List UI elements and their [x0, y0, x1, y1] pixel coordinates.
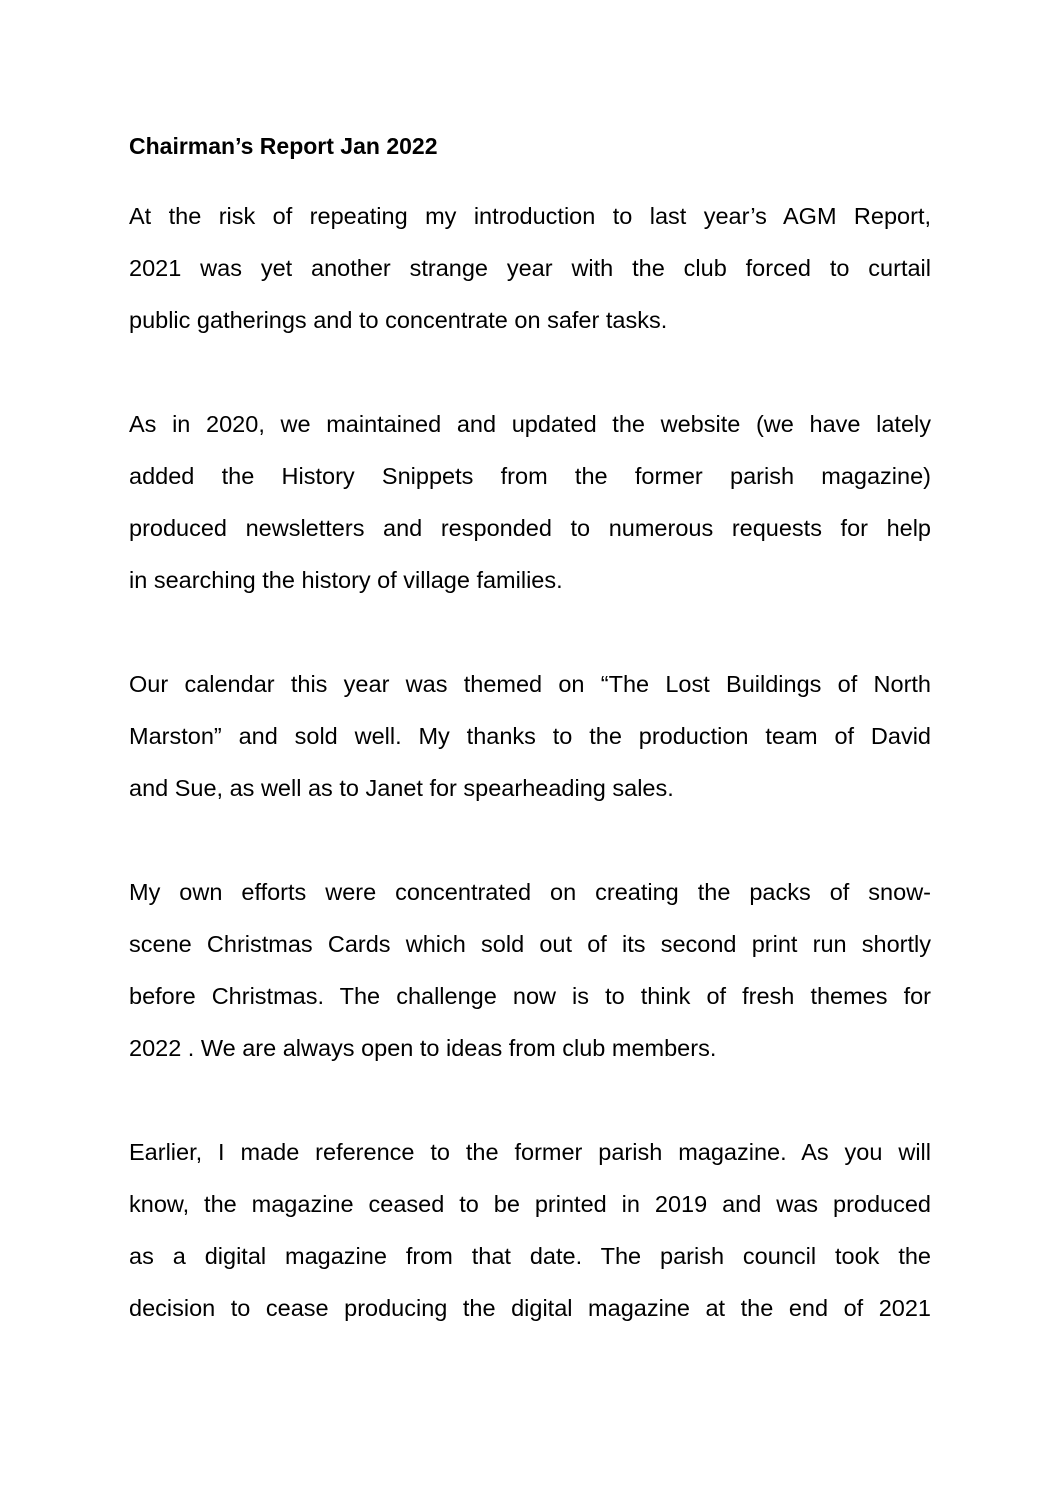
paragraph-calendar — [129, 658, 931, 814]
report-title: Chairman’s Report Jan 2022 — [129, 133, 438, 159]
paragraph-line: scene Christmas Cards which sold out of its second print run shortly — [129, 931, 931, 957]
paragraph-line: Our calendar this year was themed on “The Lost Buildings of North — [129, 671, 931, 697]
paragraph-line: and Sue, as well as to Janet for spearheading sales. — [129, 775, 674, 801]
paragraph-line: Earlier, I made reference to the former parish magazine. As you will — [129, 1139, 931, 1165]
paragraph-intro — [129, 190, 931, 346]
paragraph-line: 2021 was yet another strange year with the club forced to curtail — [129, 255, 931, 281]
paragraph-line: At the risk of repeating my introduction to last year’s AGM Report, — [129, 203, 931, 229]
paragraph-line: Marston” and sold well. My thanks to the production team of David — [129, 723, 931, 749]
paragraph-website — [129, 398, 931, 606]
paragraph-line: decision to cease producing the digital magazine at the end of 2021 — [129, 1295, 931, 1321]
paragraph-line: As in 2020, we maintained and updated the website (we have lately — [129, 411, 931, 437]
paragraph-line: as a digital magazine from that date. The parish council took the — [129, 1243, 931, 1269]
paragraph-christmas-cards — [129, 866, 931, 1074]
paragraph-line: in searching the history of village families. — [129, 567, 563, 593]
paragraph-line: 2022 . We are always open to ideas from club members. — [129, 1035, 717, 1061]
paragraph-line: produced newsletters and responded to numerous requests for help — [129, 515, 931, 541]
paragraph-parish-magazine — [129, 1126, 931, 1334]
paragraph-line: My own efforts were concentrated on creating the packs of snow- — [129, 879, 931, 905]
paragraph-line: before Christmas. The challenge now is to think of fresh themes for — [129, 983, 931, 1009]
paragraph-line: added the History Snippets from the former parish magazine) — [129, 463, 931, 489]
paragraph-line: public gatherings and to concentrate on safer tasks. — [129, 307, 668, 333]
paragraph-line: know, the magazine ceased to be printed in 2019 and was produced — [129, 1191, 931, 1217]
